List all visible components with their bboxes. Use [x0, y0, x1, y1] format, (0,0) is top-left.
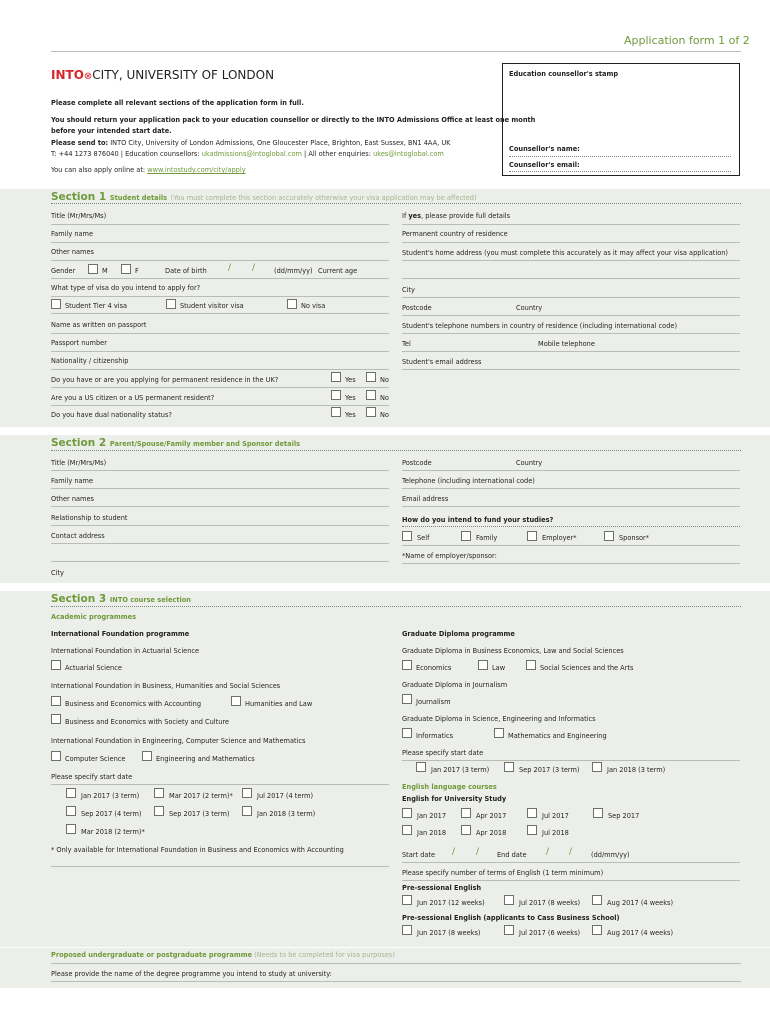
section1-rule [51, 203, 741, 204]
fund-question: How do you intend to fund your studies? [402, 516, 554, 524]
ifp-sep2017-3-checkbox[interactable] [154, 806, 164, 816]
s1-title-label: Title (Mr/Mrs/Ms) [51, 212, 107, 220]
us-question: Are you a US citizen or a US permanent resident? [51, 394, 215, 402]
law-label: Law [492, 664, 506, 672]
gd-sep2017-label: Sep 2017 (3 term) [519, 766, 580, 774]
pse-jul2017-label: Jul 2017 (8 weeks) [519, 899, 581, 907]
s1-family-field[interactable] [51, 242, 389, 243]
tel-text: T: +44 1273 876040 | Education counsellors: [51, 150, 202, 158]
fund-self-label: Self [417, 534, 430, 542]
gd-sep2017-checkbox[interactable] [504, 762, 514, 772]
ifp-jul2017-checkbox[interactable] [242, 788, 252, 798]
start-slash-2: / [476, 847, 480, 857]
contact-line [51, 150, 444, 159]
s2-telephone-label: Telephone (including international code) [402, 477, 535, 485]
eus-sep2017-checkbox[interactable] [593, 808, 603, 818]
home-address-label: Student's home address (you must complete this accurately as it may affect your visa application) [402, 249, 728, 257]
logo-arrow-icon: ⊗ [83, 71, 93, 82]
counsellor-name-field[interactable] [509, 156, 731, 157]
eus-heading: English for University Study [402, 795, 507, 803]
terms-label: Please specify number of terms of English (1 term minimum) [402, 869, 604, 877]
perm-country-label: Permanent country of residence [402, 230, 508, 238]
ssa-label: Social Sciences and the Arts [540, 664, 634, 672]
actuarial-label: Actuarial Science [65, 664, 122, 672]
yes-suffix: , please provide full details [421, 212, 511, 220]
dob-label: Date of birth [165, 267, 207, 275]
eus-apr2017-checkbox[interactable] [461, 808, 471, 818]
me-label: Mathematics and Engineering [508, 732, 607, 740]
section1-number: Section 1 [51, 191, 107, 203]
pr-no-checkbox[interactable] [366, 372, 376, 382]
contact-address-field-2[interactable] [51, 561, 389, 562]
ifp-heading: International Foundation programme [51, 630, 190, 638]
header-rule [51, 51, 741, 52]
s2-postcode-label: Postcode [402, 459, 432, 467]
us-no-checkbox[interactable] [366, 390, 376, 400]
em-label: Engineering and Mathematics [156, 755, 255, 763]
cass-aug2017-checkbox[interactable] [592, 925, 602, 935]
dual-no-label: No [380, 411, 389, 419]
eus-jan2018-checkbox[interactable] [402, 825, 412, 835]
us-yes-checkbox[interactable] [331, 390, 341, 400]
s1-gender-row-rule[interactable] [51, 278, 389, 279]
eus-jul2017-checkbox[interactable] [527, 808, 537, 818]
dual-yes-label: Yes [345, 411, 356, 419]
end-slash-1: / [546, 847, 550, 857]
fund-sponsor-checkbox[interactable] [604, 531, 614, 541]
contact-address-label: Contact address [51, 532, 105, 540]
start-date-label: Start date [402, 851, 436, 859]
fund-question-rule [402, 526, 740, 527]
eus-jul2017-label: Jul 2017 [542, 812, 569, 820]
gender-label: Gender [51, 267, 76, 275]
visa-visitor-checkbox[interactable] [166, 299, 176, 309]
dob-slash-2: / [252, 263, 256, 273]
s2-email-field[interactable] [402, 506, 740, 507]
gd-start-label: Please specify start date [402, 749, 484, 757]
counsellor-stamp-box[interactable] [502, 63, 740, 176]
intro-line1: Please complete all relevant sections of the application form in full. [51, 99, 304, 107]
passport-name-label: Name as written on passport [51, 321, 147, 329]
gd-jan2017-label: Jan 2017 (3 term) [431, 766, 490, 774]
current-age-label: Current age [318, 267, 358, 275]
gender-f-label: F [135, 267, 139, 275]
besc-checkbox[interactable] [51, 714, 61, 724]
home-address-field-1[interactable] [402, 260, 740, 261]
employer-name-field[interactable] [402, 563, 740, 564]
pr-rule [51, 387, 389, 388]
yes-details-label [402, 212, 510, 221]
s2-family-field[interactable] [51, 488, 389, 489]
tel-label: Tel [402, 340, 411, 348]
s2-title-label: Title (Mr/Mrs/Ms) [51, 459, 107, 467]
logo-into: INTO [51, 68, 84, 82]
pse-jul2017-checkbox[interactable] [504, 895, 514, 905]
tel-numbers-rule [402, 333, 740, 334]
pr-no-label: No [380, 376, 389, 384]
send-to-address: INTO City, University of London Admissions, One Gloucester Place, Brighton, East Sussex, BN1 4AA, UK [108, 139, 451, 147]
eus-apr2018-label: Apr 2018 [476, 829, 507, 837]
online-text: You can also apply online at: [51, 166, 148, 174]
gd-jan2018-checkbox[interactable] [592, 762, 602, 772]
visa-none-label: No visa [301, 302, 326, 310]
cs-label: Computer Science [65, 755, 126, 763]
s2-other-label: Other names [51, 495, 94, 503]
apply-online-link[interactable]: www.intostudy.com/city/apply [147, 166, 246, 174]
section1-heading [51, 191, 477, 203]
employer-name-label: *Name of employer/sponsor: [402, 552, 497, 560]
section3-number: Section 3 [51, 593, 107, 605]
passport-number-label: Passport number [51, 339, 107, 347]
s1-postcode-field[interactable] [402, 315, 740, 316]
logo [51, 68, 274, 84]
fund-row-rule [402, 545, 740, 546]
home-address-field-2[interactable] [402, 278, 740, 279]
mobile-label: Mobile telephone [538, 340, 595, 348]
besc-label: Business and Economics with Society and Culture [65, 718, 230, 726]
section3-title: INTO course selection [109, 596, 191, 604]
section2-rule [51, 450, 741, 451]
pse-heading: Pre-sessional English [402, 884, 482, 892]
intro-line2: You should return your application pack to your education counsellor or directly to the INTO Admissions Office at least one month [51, 116, 536, 124]
other-text: | All other enquiries: [301, 150, 374, 158]
eus-sep2017-label: Sep 2017 [608, 812, 640, 820]
ifp-mar2018-label: Mar 2018 (2 term)* [81, 828, 145, 836]
yes-details-field[interactable] [402, 224, 740, 225]
visa-tier4-label: Student Tier 4 visa [65, 302, 128, 310]
nationality-label: Nationality / citizenship [51, 357, 129, 365]
ifp-jan2017-label: Jan 2017 (3 term) [81, 792, 140, 800]
us-yes-label: Yes [345, 394, 356, 402]
s1-city-label: City [402, 286, 415, 294]
ssa-checkbox[interactable] [526, 660, 536, 670]
economics-checkbox[interactable] [402, 660, 412, 670]
ifp-mar2017-label: Mar 2017 (2 term)* [169, 792, 233, 800]
eus-apr2017-label: Apr 2017 [476, 812, 507, 820]
proposed-title: Proposed undergraduate or postgraduate programme [51, 951, 253, 959]
other-email-link[interactable]: ukes@intoglobal.com [373, 150, 444, 158]
pse-jun2017-label: Jun 2017 (12 weeks) [417, 899, 485, 907]
hl-checkbox[interactable] [231, 696, 241, 706]
fund-sponsor-label: Sponsor* [619, 534, 650, 542]
stamp-title: Education counsellor's stamp [509, 70, 619, 78]
eus-apr2018-checkbox[interactable] [461, 825, 471, 835]
s2-other-field[interactable] [51, 506, 389, 507]
yes-bold: yes [408, 212, 422, 220]
ifp-actuarial-label: International Foundation in Actuarial Science [51, 647, 200, 655]
ifp-footnote-rule [51, 866, 389, 867]
section1-note: (You must complete this section accurately otherwise your visa application may be affected) [170, 194, 477, 202]
visa-tier4-checkbox[interactable] [51, 299, 61, 309]
gd-sei-label: Graduate Diploma in Science, Engineering and Informatics [402, 715, 596, 723]
ifp-sep2017-4-checkbox[interactable] [66, 806, 76, 816]
cass-jul2017-label: Jul 2017 (6 weeks) [519, 929, 581, 937]
s1-country-label: Country [516, 304, 543, 312]
pse-aug2017-checkbox[interactable] [592, 895, 602, 905]
academic-heading: Academic programmes [51, 613, 137, 621]
ifp-bhss-label: International Foundation in Business, Humanities and Social Sciences [51, 682, 281, 690]
s2-family-label: Family name [51, 477, 94, 485]
counsellor-email-field[interactable] [509, 171, 731, 172]
eus-jan2017-label: Jan 2017 [417, 812, 447, 820]
end-date-label: End date [497, 851, 527, 859]
yes-prefix: If [402, 212, 409, 220]
ifp-footnote: * Only available for International Foundation in Business and Economics with Accounting [51, 846, 344, 854]
gender-m-label: M [102, 267, 108, 275]
student-email-field[interactable] [402, 369, 740, 370]
student-email-label: Student's email address [402, 358, 482, 366]
gender-m-checkbox[interactable] [88, 264, 98, 274]
start-slash-1: / [452, 847, 456, 857]
informatics-checkbox[interactable] [402, 728, 412, 738]
visa-question-rule [51, 296, 389, 297]
send-to-label: Please send to: [51, 139, 109, 147]
online-line [51, 166, 246, 175]
edu-email-link[interactable]: ukadmissions@intoglobal.com [201, 150, 302, 158]
cs-checkbox[interactable] [51, 751, 61, 761]
section3-heading [51, 593, 191, 605]
section2-title: Parent/Spouse/Family member and Sponsor details [109, 440, 301, 448]
gd-heading: Graduate Diploma programme [402, 630, 515, 638]
fund-employer-label: Employer* [542, 534, 577, 542]
counsellor-name-label: Counsellor's name: [509, 145, 580, 153]
eus-jan2017-checkbox[interactable] [402, 808, 412, 818]
gd-bel-label: Graduate Diploma in Business Economics, Law and Social Sciences [402, 647, 624, 655]
gender-f-checkbox[interactable] [121, 264, 131, 274]
s2-city-label: City [51, 569, 64, 577]
fund-self-checkbox[interactable] [402, 531, 412, 541]
proposed-field[interactable] [51, 981, 741, 982]
ifp-start-label: Please specify start date [51, 773, 133, 781]
eus-jul2018-checkbox[interactable] [527, 825, 537, 835]
pse-jun2017-checkbox[interactable] [402, 895, 412, 905]
bea-label: Business and Economics with Accounting [65, 700, 202, 708]
pr-yes-label: Yes [345, 376, 356, 384]
proposed-rule [51, 963, 741, 964]
s2-country-label: Country [516, 459, 543, 467]
eus-jan2018-label: Jan 2018 [417, 829, 447, 837]
proposed-heading [51, 951, 395, 960]
visa-row-rule [51, 313, 389, 314]
ifp-ecm-label: International Foundation in Engineering, Computer Science and Mathematics [51, 737, 306, 745]
visa-visitor-label: Student visitor visa [180, 302, 244, 310]
eus-date-rule[interactable] [402, 862, 740, 863]
tel-numbers-label: Student's telephone numbers in country of residence (including international code) [402, 322, 678, 330]
passport-number-field[interactable] [51, 351, 389, 352]
journalism-checkbox[interactable] [402, 694, 412, 704]
cass-aug2017-label: Aug 2017 (4 weeks) [607, 929, 674, 937]
economics-label: Economics [416, 664, 452, 672]
section3-rule [51, 606, 741, 607]
gd-jan2017-checkbox[interactable] [416, 762, 426, 772]
fund-employer-checkbox[interactable] [527, 531, 537, 541]
eus-date-format: (dd/mm/yy) [591, 851, 630, 859]
bea-checkbox[interactable] [51, 696, 61, 706]
me-checkbox[interactable] [494, 728, 504, 738]
pr-yes-checkbox[interactable] [331, 372, 341, 382]
pse-aug2017-label: Aug 2017 (4 weeks) [607, 899, 674, 907]
em-checkbox[interactable] [142, 751, 152, 761]
s1-other-field[interactable] [51, 260, 389, 261]
section1-title: Student details [109, 194, 168, 202]
journalism-label: Journalism [416, 698, 451, 706]
terms-field[interactable] [402, 880, 740, 881]
dual-yes-checkbox[interactable] [331, 407, 341, 417]
visa-none-checkbox[interactable] [287, 299, 297, 309]
contact-address-field-1[interactable] [51, 543, 389, 544]
hl-label: Humanities and Law [245, 700, 313, 708]
s2-postcode-field[interactable] [402, 470, 740, 471]
tel-field[interactable] [402, 351, 740, 352]
proposed-note: (Needs to be completed for visa purposes) [254, 951, 395, 959]
s2-title-field[interactable] [51, 470, 389, 471]
ifp-sep2017-3-label: Sep 2017 (3 term) [169, 810, 230, 818]
english-courses-heading: English language courses [402, 783, 497, 791]
counsellor-email-label: Counsellor's email: [509, 161, 580, 169]
us-rule [51, 405, 389, 406]
ifp-start-rule [51, 784, 389, 785]
end-slash-2: / [569, 847, 573, 857]
s1-postcode-label: Postcode [402, 304, 432, 312]
send-to-line [51, 139, 450, 148]
dual-question: Do you have dual nationality status? [51, 411, 172, 419]
s1-city-field[interactable] [402, 297, 740, 298]
ifp-jan2018-label: Jan 2018 (3 term) [257, 810, 316, 818]
ifp-jul2017-label: Jul 2017 (4 term) [257, 792, 314, 800]
s2-email-label: Email address [402, 495, 449, 503]
visa-question: What type of visa do you intend to apply for? [51, 284, 201, 292]
section2-number: Section 2 [51, 437, 107, 449]
gd-jan2018-label: Jan 2018 (3 term) [607, 766, 666, 774]
s1-family-label: Family name [51, 230, 94, 238]
fund-family-label: Family [476, 534, 498, 542]
s1-other-label: Other names [51, 248, 94, 256]
actuarial-checkbox[interactable] [51, 660, 61, 670]
law-checkbox[interactable] [478, 660, 488, 670]
gd-start-rule [402, 760, 740, 761]
ifp-jan2017-checkbox[interactable] [66, 788, 76, 798]
proposed-prompt: Please provide the name of the degree programme you intend to study at university: [51, 970, 332, 978]
relationship-field[interactable] [51, 525, 389, 526]
ifp-mar2018-checkbox[interactable] [66, 824, 76, 834]
intro-line3: before your intended start date. [51, 127, 172, 135]
fund-family-checkbox[interactable] [461, 531, 471, 541]
pr-question: Do you have or are you applying for permanent residence in the UK? [51, 376, 279, 384]
cass-jul2017-checkbox[interactable] [504, 925, 514, 935]
perm-country-field[interactable] [402, 242, 740, 243]
s2-telephone-field[interactable] [402, 488, 740, 489]
dual-no-checkbox[interactable] [366, 407, 376, 417]
nationality-field[interactable] [51, 369, 389, 370]
cass-jun2017-checkbox[interactable] [402, 925, 412, 935]
dob-slash-1: / [228, 263, 232, 273]
eus-jul2018-label: Jul 2018 [542, 829, 569, 837]
s1-title-field[interactable] [51, 224, 389, 225]
us-no-label: No [380, 394, 389, 402]
ifp-jan2018-checkbox[interactable] [242, 806, 252, 816]
relationship-label: Relationship to student [51, 514, 128, 522]
gd-journalism-label: Graduate Diploma in Journalism [402, 681, 508, 689]
section2-heading [51, 437, 300, 449]
passport-name-field[interactable] [51, 333, 389, 334]
logo-name: CITY, UNIVERSITY OF LONDON [92, 68, 275, 82]
ifp-mar2017-checkbox[interactable] [154, 788, 164, 798]
informatics-label: Informatics [416, 732, 454, 740]
page-label: Application form 1 of 2 [624, 34, 750, 47]
pse-cass-heading: Pre-sessional English (applicants to Cass Business School) [402, 914, 620, 922]
cass-jun2017-label: Jun 2017 (8 weeks) [417, 929, 481, 937]
dob-format: (dd/mm/yy) [274, 267, 313, 275]
ifp-sep2017-4-label: Sep 2017 (4 term) [81, 810, 142, 818]
